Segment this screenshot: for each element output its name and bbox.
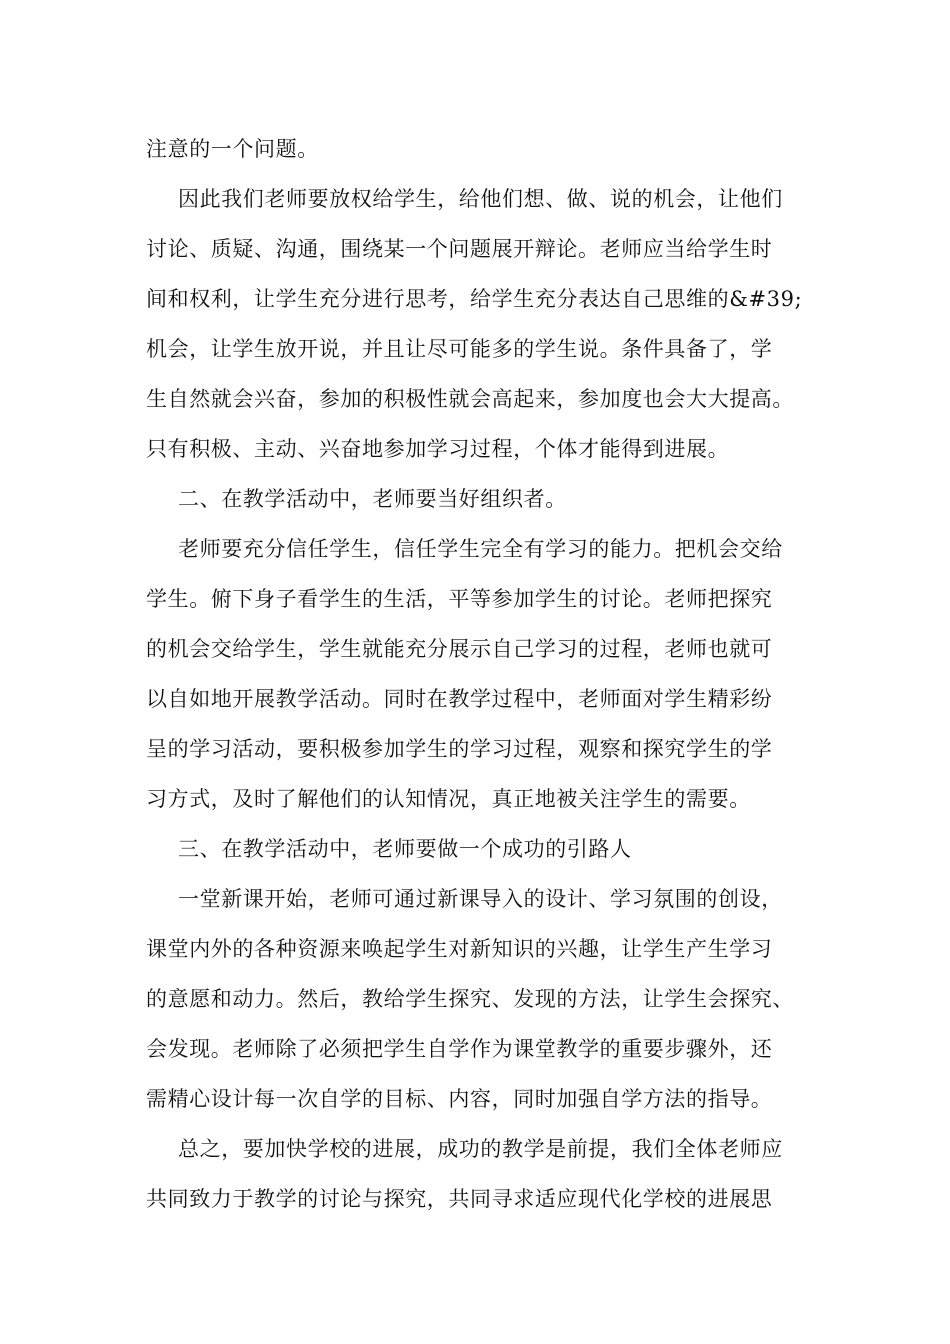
- text-line: 需精心设计每一次自学的目标、内容，同时加强自学方法的指导。: [146, 1087, 773, 1111]
- text-line: 间和权利，让学生充分进行思考，给学生充分表达自己思维的&#39;: [146, 287, 803, 311]
- text-line: 习方式，及时了解他们的认知情况，真正地被关注学生的需要。: [146, 787, 751, 811]
- text-line: 讨论、质疑、沟通，围绕某一个问题展开辩论。老师应当给学生时: [146, 237, 773, 261]
- text-line: 机会，让学生放开说，并且让尽可能多的学生说。条件具备了，学: [146, 337, 773, 361]
- paragraph-start-line: 总之，要加快学校的进展，成功的教学是前提，我们全体老师应: [178, 1137, 783, 1161]
- section-heading: 二、在教学活动中，老师要当好组织者。: [178, 487, 567, 511]
- text-line: 生自然就会兴奋，参加的积极性就会高起来，参加度也会大大提高。: [146, 387, 794, 411]
- text-line: 只有积极、主动、兴奋地参加学习过程，个体才能得到进展。: [146, 437, 730, 461]
- text-line: 会发现。老师除了必须把学生自学作为课堂教学的重要步骤外，还: [146, 1037, 773, 1061]
- text-line: 注意的一个问题。: [146, 137, 319, 161]
- text-line: 的机会交给学生，学生就能充分展示自己学习的过程，老师也就可: [146, 637, 773, 661]
- paragraph-start-line: 一堂新课开始，老师可通过新课导入的设计、学习氛围的创设，: [178, 887, 783, 911]
- text-line: 学生。俯下身子看学生的生活，平等参加学生的讨论。老师把探究: [146, 587, 773, 611]
- text-line: 课堂内外的各种资源来唤起学生对新知识的兴趣，让学生产生学习: [146, 937, 773, 961]
- paragraph-start-line: 因此我们老师要放权给学生，给他们想、做、说的机会，让他们: [178, 187, 783, 211]
- text-line: 共同致力于教学的讨论与探究，共同寻求适应现代化学校的进展思: [146, 1187, 773, 1211]
- text-line: 以自如地开展教学活动。同时在教学过程中，老师面对学生精彩纷: [146, 687, 773, 711]
- text-line: 的意愿和动力。然后，教给学生探究、发现的方法，让学生会探究、: [146, 987, 794, 1011]
- text-line: 呈的学习活动，要积极参加学生的学习过程，观察和探究学生的学: [146, 737, 773, 761]
- section-heading: 三、在教学活动中，老师要做一个成功的引路人: [178, 837, 632, 861]
- paragraph-start-line: 老师要充分信任学生，信任学生完全有学习的能力。把机会交给: [178, 537, 783, 561]
